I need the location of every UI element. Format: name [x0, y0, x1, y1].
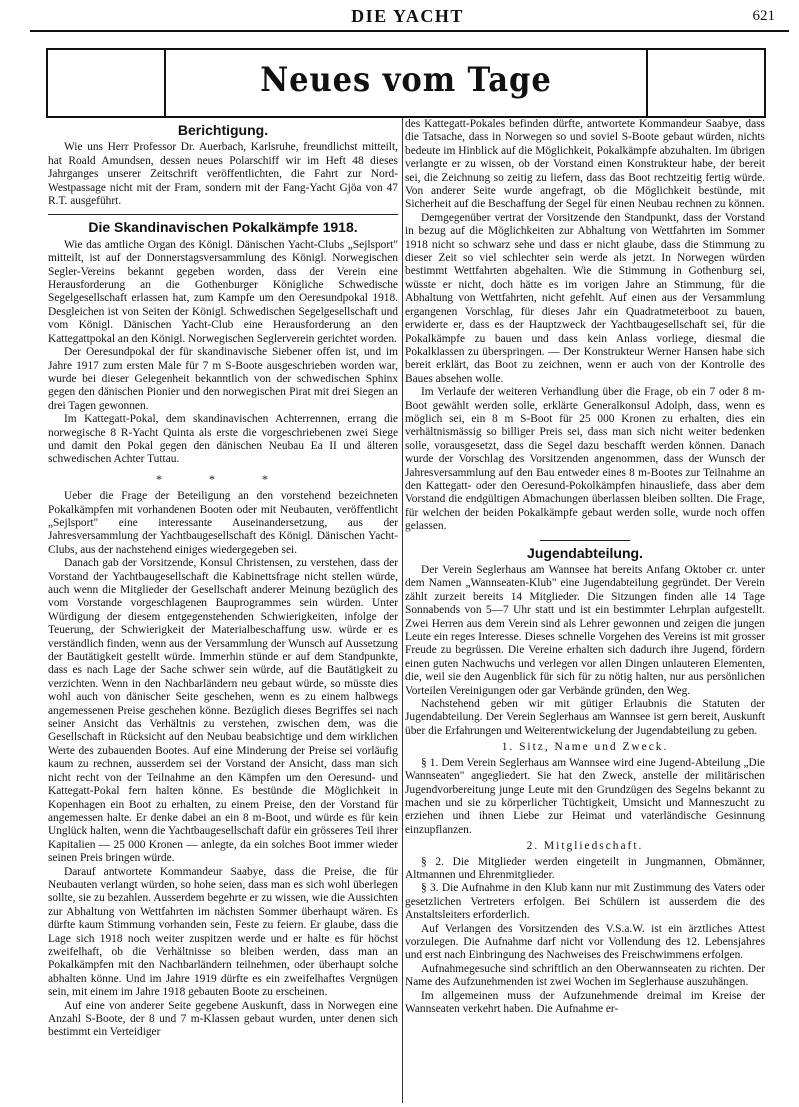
paragraph: des Kattegatt-Pokales befinden dürfte, antwortete Kommandeur Saabye, dass die Tatsache, dass in Norwegen so und soviel S-Boote gebaut würden, nichts bedeute im Hinblick auf die Möglichkeit, Pokalkämpfe abzuhalten. Im übrigen verlangte er zu wissen, ob der Vorstand einen Konstrukteur habe, der bereit sei, die Zeichnung so zeitig zu liefern, dass das Boot rechtzeitig fertig würde. Von anderer Seite wurde angefragt, ob die Möglichkeit bestünde, mit Sicherheit auf die Beschaffung der Segel für einen Neubau rechnen zu können. [405, 118, 765, 211]
paragraph: § 3. Die Aufnahme in den Klub kann nur mit Zustimmung des Vaters oder gesetzlichen Vertreters erfolgen. Bei Schülern ist ausserdem die des Anstaltsleiters erforderlich. [405, 882, 765, 922]
paragraph: Wie das amtliche Organ des Königl. Dänischen Yacht-Clubs „Sejlsport" mitteilt, ist auf der Donnerstagsversammlung des Königl. Norwegischen Segler-Vereins bekannt gegeben worden, dass der Verein eine Herausforderung an die Gothenburger Königliche Schwedische Segelgesellschaft erlassen hat, zum Kampfe um den Oeresundpokal 1918. Desgleichen ist von Seiten der Königl. Schwedischen Segelgesellschaft und vom Königl. Dänischen Yacht-Club eine Herausforderung an den Kattegattpokal an den Königl. Norwegischen Seglerverein gerichtet worden. [48, 238, 398, 345]
paragraph: Der Verein Seglerhaus am Wannsee hat bereits Anfang Oktober cr. unter dem Namen „Wannseaten-Klub" eine Jugendabteilung gegründet. Der Verein zählt zurzeit bereits 14 Mitglieder. Die Sitzungen finden alle 14 Tage Sonnabends von 5—7 Uhr statt und ist ein bestimmter Lehrplan aufgestellt. Zwei Herren aus dem Verein sind als Lehrer gewonnen und zeigen die jungen Leute ein reges Interesse. Dieses schnelle Vorgehen des Vereins ist mit grosser Freude zu begrüssen. Die Vereine erhalten sich dadurch ihre Jugend, fördern einen guten Nachwuchs und verlegen vor allen Dingen unlauteren Elementen, die, weil sie den Augenblick für sich für zu nötig halten, nur aus persönlichen Vorteilen Vereinigungen oder gar Verbände gründen, den Weg. [405, 564, 765, 697]
paragraph: Danach gab der Vorsitzende, Konsul Christensen, zu verstehen, dass der Vorstand der Yachtbaugesellschaft die Kabinettsfrage nicht stellen würde, auch wenn die Mitglieder der Gesellschaft anderer Meinung bezüglich des vom Vorstande vorgeschlagenen Bauprogrammes sein würden. Unter Würdigung der diesem entgegenstehenden Schwierigkeiten, infolge der Teuerung, der Schwierigkeit der Materialbeschaffung usw. würde er es verständlich finden, wenn aus der Versammlung der Wunsch auf Aussetzung der Bautätigkeit gestellt würde. Immerhin stünde er auf dem Standpunkte, dass es nach Lage der Sache schwer sein würde, auf die Bautätigkeit zu verzichten. Wenn in den Nachbarländern neu gebaut würde, so müsste dies wohl auch von dänischer Seite geschehen, wenn es zu einem halbwegs angemessenen Preise geschehen könne. Bezüglich dieses Begriffes sei nach seiner Ansicht das Verhältnis zu verstehen, zwischen dem, was die Gesellschaft in Rücksicht auf den Neubau beabsichtige und dem wirklichen Werte des zubauenden Bootes. Auf eine Minderung der Preise sei vorläufig kaum zu rechnen, ausserdem sei der Vorstand der Ansicht, dass man sich nicht recht von der Teilnahme an den Kämpfen um den Oeresund- und Kattegatt-Pokal fern halten könne. Es bestünde die Möglichkeit in Kopenhagen ein Boot zu erhalten, zu einem Preise, den der Vorstand für angemessen halte. Er denke dabei an ein 8 m-Boot, und würde es für kein Unglück halten, wenn die Yachtbaugesellschaft dafür ein grösseres Teil ihrer Kapitalien — 25 000 Kronen — anlegte, da ein solches Boot immer wieder seinen Preis bringen würde. [48, 557, 398, 865]
section-title-pokalkaempfe: Die Skandinavischen Pokalkämpfe 1918. [88, 219, 358, 236]
masthead-title: Neues vom Tage [260, 60, 552, 100]
running-title: DIE YACHT [351, 6, 464, 26]
paragraph: § 1. Dem Verein Seglerhaus am Wannsee wird eine Jugend-Abteilung „Die Wannseaten" angegliedert. Sie hat den Zweck, anstelle der militärischen Jugendvorbereitung junge Leute mit den Grundzügen des Segelns bekannt zu machen und sie zu körperlicher Tüchtigkeit, Umsicht und Manneszucht zu erziehen und ihnen Liebe zur Heimat und vaterländische Gesinnung einzupflanzen. [405, 756, 765, 836]
subsection-title-mitgliedschaft: 2. Mitgliedschaft. [526, 840, 644, 853]
section-rule [540, 540, 630, 541]
paragraph: Nachstehend geben wir mit gütiger Erlaubnis die Statuten der Jugendabteilung. Der Verein Seglerhaus am Wannsee ist gern bereit, Auskunft über die Erfahrungen und Weiterentwickelung der Jugendabteilung zu geben. [405, 698, 765, 737]
column-divider [402, 118, 403, 1103]
header-rule [30, 30, 789, 32]
paragraph: § 2. Die Mitglieder werden eingeteilt in Jungmannen, Obmänner, Altmannen und Ehrenmitglieder. [405, 855, 765, 881]
paragraph: Demgegenüber vertrat der Vorsitzende den Standpunkt, dass der Vorstand in bezug auf die Möglichkeiten zur Abhaltung von Wettfahrten im Sommer 1918 nicht so schwarz sehe und dass er nicht glaube, dass die Stimmung zu dieser Zeit so viel schlechter sein werde als jetzt. In Norwegen würden bestimmt Wettfahrten abgehalten. Wie die Stimmung in Gothenburg sei, wüsste er nicht, doch hätte es im vorigen Jahre an Stimmung, für die Abhaltung von Wettfahrten, nicht gefehlt. Auf einen aus der Versammlung ergangenen Vorschlag, für dieses Jahr ein Quadratmeterboot zu bauen, erwiderte er, dass es der Hauptzweck der Yachtbaugesellschaft sei, für die Pokalkämpfe zu bauen und dass kein Anlass vorliege, diesmal die Pokalklassen zu überspringen. — Der Konstrukteur Werner Hansen habe sich bereit erklärt, das Boot zu zeichnen, wenn er auch von der Kontrolle des Baues absehen wolle. [405, 211, 765, 385]
paragraph: Auf Verlangen des Vorsitzenden des V.S.a.W. ist ein ärztliches Attest vorzulegen. Die Aufnahme darf nicht vor Vollendung des 12. Lebensjahres und erst nach Einbringung des Nachweises des Freischwimmens erfolgen. [405, 922, 765, 962]
masthead-box [46, 48, 766, 118]
paragraph: Auf eine von anderer Seite gegebene Auskunft, dass in Norwegen eine Anzahl S-Boote, der 8 und 7 m-Klassen gebaut wurden, unter denen sich bestimmt ein Verteidiger [48, 999, 398, 1039]
paragraph: Im Kattegatt-Pokal, dem skandinavischen Achterrennen, errang die norwegische 8 R-Yacht Quinta als erste die vorgeschriebenen zwei Siege und damit den Pokal gegen den dänischen Neubau Ea II und älteren schwedischen Achter Tuttau. [48, 413, 398, 466]
section-rule [48, 214, 398, 215]
paragraph: Aufnahmegesuche sind schriftlich an den Oberwannseaten zu richten. Der Name des Aufzunehmenden ist zwei Wochen im Seglerhause auszuhängen. [405, 962, 765, 989]
paragraph: Im Verlaufe der weiteren Verhandlung über die Frage, ob ein 7 oder 8 m-Boot gewählt werden solle, erklärte Generalkonsul Adolph, dass, wenn es möglich sei, ein 8 m S-Boot für 25 000 Kronen zu erhalten, dies ein verhältnismässig so billiger Preis sei, dass man sich nicht weiter bedenken solle, vorausgesetzt, dass die Segel dazu beschafft werden können. Danach wurde der Vorschlag des Vorsitzenden angenommen, dass der Wunsch der Jahresversammlung auf den Bau entweder eines 8 m-Bootes zur Teilnahme an den Kattegatt- oder den Oeresund-Pokolkämpfen hinausliefe, dass aber dem Vorstand die endgültigen Abmachungen überlassen bleiben sollten. Die Frage, für welchen der beiden Pokalkämpfe gebaut werden solle, wurde noch offen gelassen. [405, 386, 765, 533]
section-title-jugendabteilung: Jugendabteilung. [527, 544, 643, 561]
paragraph: Darauf antwortete Kommandeur Saabye, dass die Preise, die für Neubauten verlangt würden, so hohe seien, dass man es sich wohl überlegen sollte, sie zu bezahlen. Ausserdem begehrte er zu wissen, wie die Aussichten zur Abhaltung von Wettfahrten im nächsten Sommer überhaupt wären. Es dürfte kaum Stimmung vorhanden sein, Feste zu feiern. Er glaube, dass die Lage sich 1918 noch weiter zuspitzen werde und er halte es für höchst zweifelhaft, ob die Verhältnisse so bleiben werden, dass man an Pokalkämpfen mit den Nachbarländern teilnehmen, oder überhaupt solche abhalten könne. Und im Jahre 1919 dürfte es ein zweifelhaftes Vergnügen sein, mit einem im Jahre 1918 gebauten Boote zu erscheinen. [48, 865, 398, 999]
right-column [405, 118, 765, 1016]
paragraph: Der Oeresundpokal der für skandinavische Siebener offen ist, und im Jahre 1917 zum ersten Male für 7 m S-Boote ausgeschrieben worden war, wurde bei dieser Gelegenheit bekanntlich von der schwedischen Sphinx gegen den dänischen Pionier und den norwegischen Pirat mit drei Siegen an drei Tagen gewonnen. [48, 346, 398, 412]
paragraph: Wie uns Herr Professor Dr. Auerbach, Karlsruhe, freundlichst mitteilt, hat Roald Amundsen, dessen neues Polarschiff wir im Heft 48 dieses Jahrganges unserer Zeitschrift veröffentlichten, die Fahrt zur Nord-Westpassage nicht mit der Fram, sondern mit der Fang-Yacht Gjöa von 47 R.T. ausgeführt. [48, 141, 398, 208]
left-column [48, 118, 398, 1040]
section-title-berichtigung: Berichtigung. [177, 122, 269, 138]
running-head [30, 6, 785, 32]
paragraph: Ueber die Frage der Beteiligung an den vorstehend bezeichneten Pokalkämpfen mit vorhandenen Booten oder mit Neubauten, veröffentlicht „Sejlsport" eine interessante Auseinandersetzung, aus der Jahresversammlung der Yachtbaugesellschaft des Königl. Dänischen Yacht-Clubs, aus der nachstehend einiges wiedergegeben sei. [48, 490, 398, 556]
separator-stars: * * * [156, 471, 290, 486]
subsection-title-sitz: 1. Sitz, Name und Zweck. [501, 741, 669, 754]
paragraph: Im allgemeinen muss der Aufzunehmende dreimal im Kreise der Wannseaten verkehrt haben. Die Aufnahme er- [405, 989, 765, 1015]
page-number: 621 [752, 8, 775, 24]
